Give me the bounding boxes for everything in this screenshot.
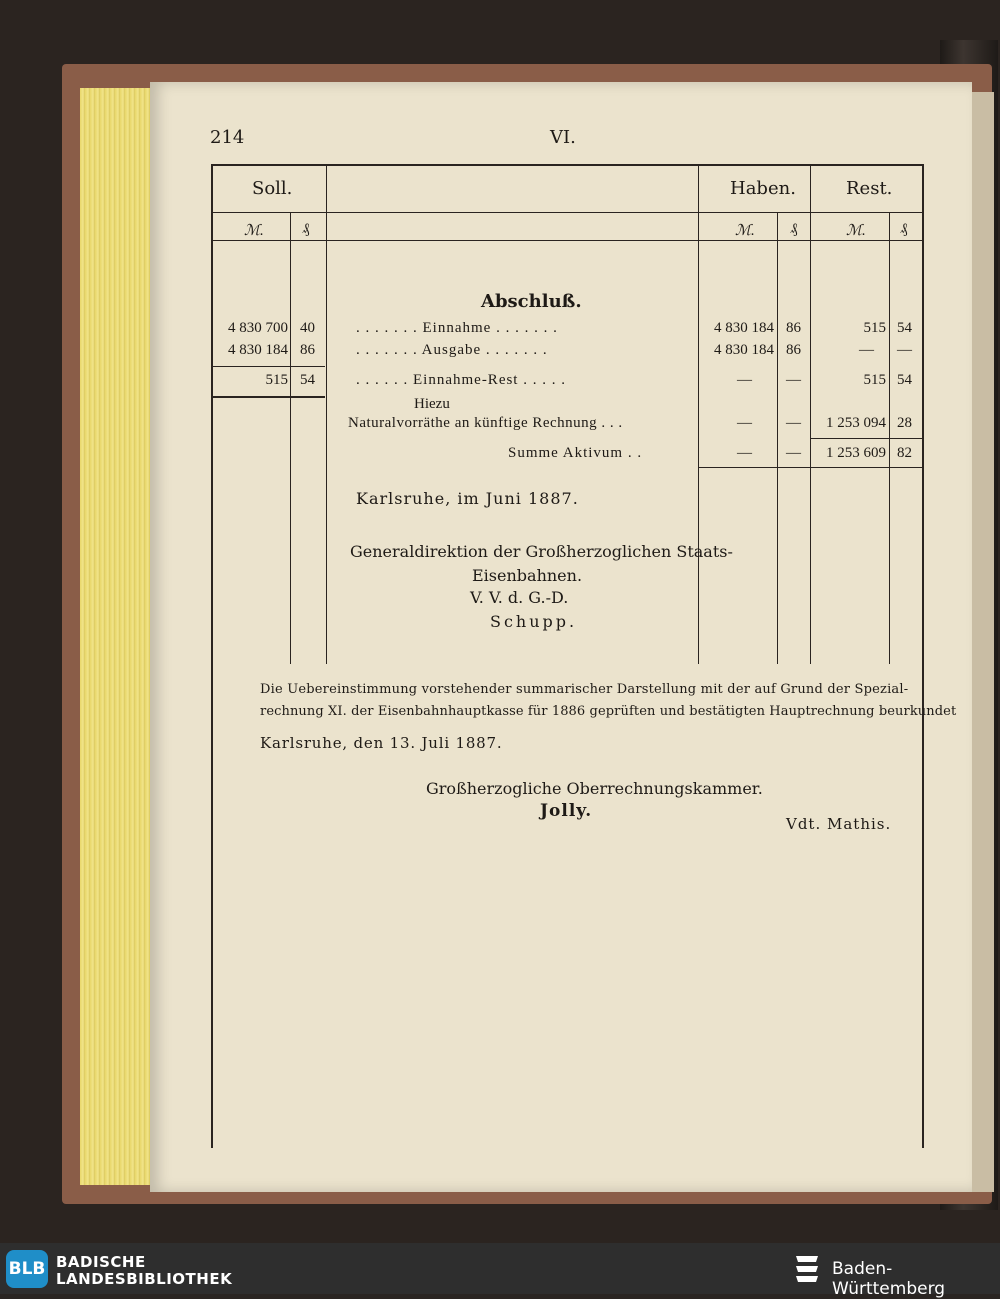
section-number: VI. bbox=[550, 127, 576, 148]
col-soll: Soll. bbox=[252, 178, 293, 199]
page-edges bbox=[80, 88, 152, 1185]
table-cell: 4 830 700 bbox=[228, 320, 288, 336]
subheader-rule bbox=[211, 240, 924, 241]
rest-mark-label: ℳ. bbox=[846, 223, 866, 239]
table-cell: 82 bbox=[897, 445, 912, 461]
table-cell: 86 bbox=[300, 342, 315, 358]
table-cell: — bbox=[737, 445, 752, 461]
blb-logo[interactable]: BLB bbox=[6, 1250, 48, 1288]
blb-line-1: BADISCHE bbox=[56, 1253, 146, 1271]
table-cell: 54 bbox=[897, 372, 912, 388]
right-page-edge bbox=[972, 92, 994, 1192]
table-cell: 54 bbox=[897, 320, 912, 336]
table-cell: . . . . . . Einnahme-Rest . . . . . bbox=[356, 372, 566, 388]
table-cell: — bbox=[786, 445, 801, 461]
place-date: Karlsruhe, im Juni 1887. bbox=[356, 489, 579, 508]
blb-line-2: LANDESBIBLIOTHEK bbox=[56, 1270, 233, 1288]
table-right-rule bbox=[922, 164, 924, 1148]
table-cell: 28 bbox=[897, 415, 912, 431]
rest-pf-label: ₰ bbox=[900, 221, 908, 237]
signer-schupp: Schupp. bbox=[490, 612, 578, 631]
rest-left-divider bbox=[810, 164, 811, 664]
sum-rule bbox=[211, 366, 325, 367]
table-cell: 1 253 609 bbox=[826, 445, 886, 461]
table-cell: — bbox=[786, 415, 801, 431]
table-cell: 4 830 184 bbox=[228, 342, 288, 358]
table-cell: 40 bbox=[300, 320, 315, 336]
haben-mark-label: ℳ. bbox=[735, 223, 755, 239]
statement-line-1: Die Uebereinstimmung vorstehender summarischer Darstellung mit der auf Grund der Spezial- bbox=[260, 682, 909, 697]
table-cell: 515 bbox=[863, 372, 886, 388]
natural-label: Naturalvorräthe an künftige Rechnung . . . bbox=[348, 415, 623, 431]
summe-bottom-rule bbox=[698, 467, 922, 468]
table-cell: 515 bbox=[863, 320, 886, 336]
haben-pf-label: ₰ bbox=[790, 221, 798, 237]
table-cell: 4 830 184 bbox=[714, 320, 774, 336]
table-top-rule bbox=[211, 164, 924, 166]
col-haben: Haben. bbox=[730, 178, 796, 199]
soll-pf-divider bbox=[290, 212, 291, 664]
authority-line-1: Generaldirektion der Großherzoglichen Staats- bbox=[350, 542, 733, 561]
chamber-name: Großherzogliche Oberrechnungskammer. bbox=[426, 779, 763, 798]
table-cell: — bbox=[737, 415, 752, 431]
table-cell: 54 bbox=[300, 372, 315, 388]
bw-lions-icon bbox=[792, 1252, 822, 1286]
soll-pf-label: ₰ bbox=[302, 221, 310, 237]
bw-logo-text[interactable]: Baden-Württemberg bbox=[832, 1259, 946, 1299]
signer-mathis: Vdt. Mathis. bbox=[786, 815, 892, 833]
summe-label: Summe Aktivum . . bbox=[508, 445, 643, 461]
haben-pf-divider bbox=[777, 212, 778, 664]
table-cell: . . . . . . . Ausgabe . . . . . . . bbox=[356, 342, 548, 358]
sum-double-rule bbox=[211, 396, 325, 398]
table-cell: — bbox=[737, 372, 752, 388]
soll-mark-label: ℳ. bbox=[244, 223, 264, 239]
haben-left-divider bbox=[698, 164, 699, 664]
hiezu-label: Hiezu bbox=[414, 396, 450, 412]
document-page bbox=[150, 82, 972, 1192]
table-cell: 1 253 094 bbox=[826, 415, 886, 431]
table-cell: — bbox=[897, 342, 912, 358]
table-cell: 86 bbox=[786, 320, 801, 336]
authority-line-2: Eisenbahnen. bbox=[472, 566, 583, 585]
table-left-rule bbox=[211, 164, 213, 1148]
place-date-2: Karlsruhe, den 13. Juli 1887. bbox=[260, 734, 503, 752]
table-cell: 515 bbox=[265, 372, 288, 388]
abschluss-heading: Abschluß. bbox=[481, 291, 582, 312]
header-rule bbox=[211, 212, 924, 213]
table-cell: — bbox=[859, 342, 874, 358]
summe-rule bbox=[810, 438, 922, 439]
table-cell: — bbox=[786, 372, 801, 388]
authority-line-3: V. V. d. G.-D. bbox=[470, 588, 569, 607]
soll-divider bbox=[326, 164, 327, 664]
table-cell: . . . . . . . Einnahme . . . . . . . bbox=[356, 320, 558, 336]
statement-line-2: rechnung XI. der Eisenbahnhauptkasse für 1886 geprüften und bestätigten Hauptrechnung beurkundet bbox=[260, 704, 957, 719]
signer-jolly: Jolly. bbox=[540, 801, 593, 821]
page-number: 214 bbox=[210, 127, 245, 148]
col-rest: Rest. bbox=[846, 178, 893, 199]
table-cell: 86 bbox=[786, 342, 801, 358]
table-cell: 4 830 184 bbox=[714, 342, 774, 358]
